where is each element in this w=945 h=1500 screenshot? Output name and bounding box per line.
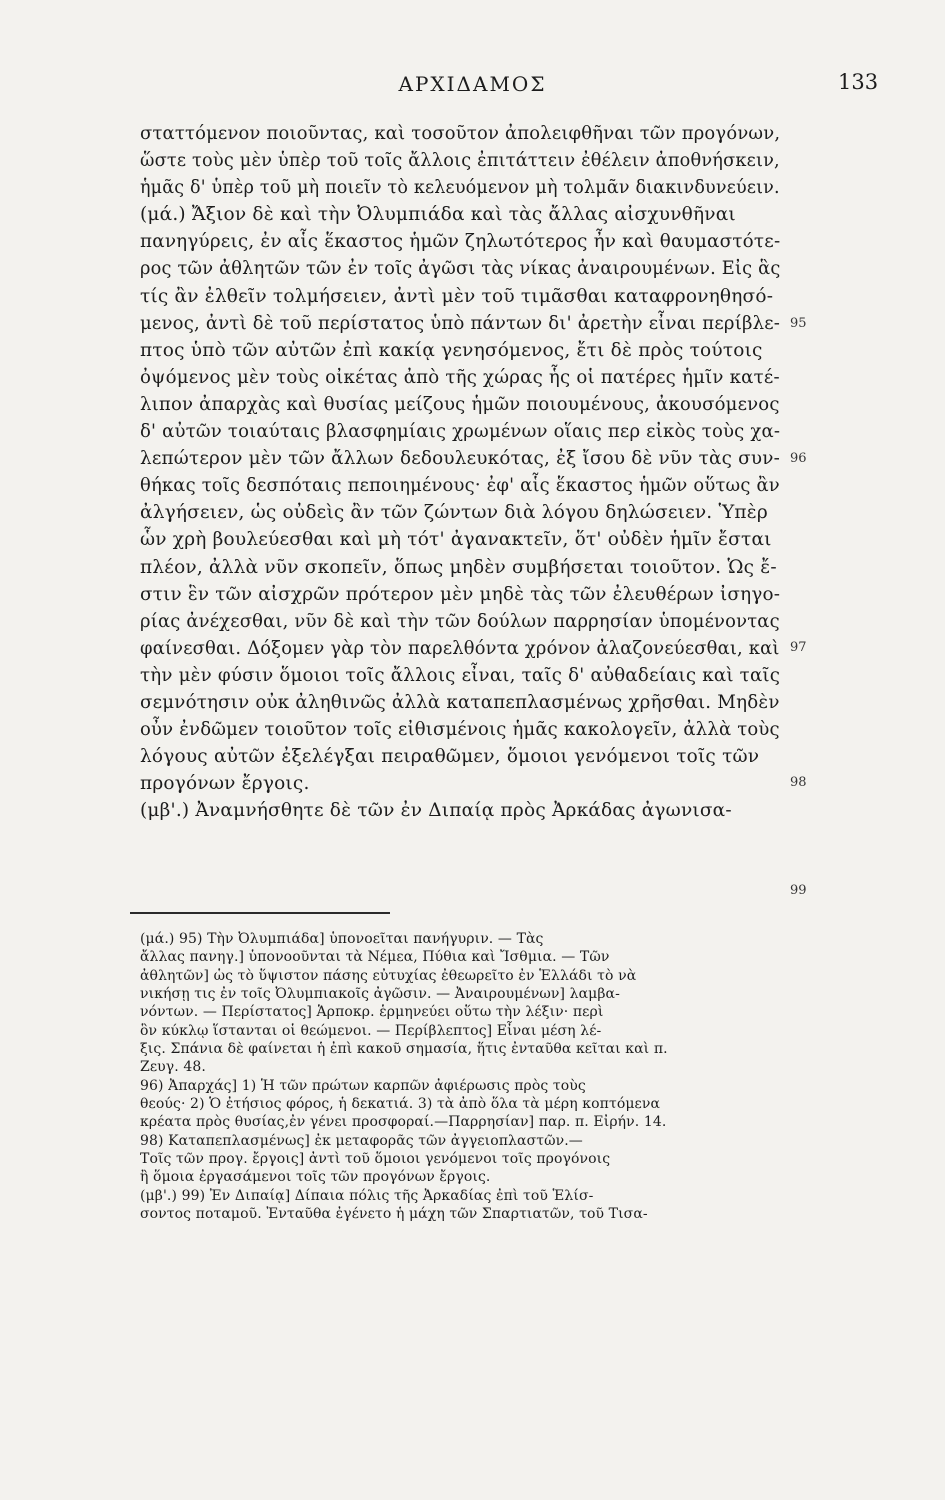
- text-line: ρος τῶν ἀθλητῶν τῶν ἐν τοῖς ἀγῶσι τὰς νίκας ἀναιρουμένων. Εἰς ἃς: [140, 258, 781, 280]
- footnote-line: Ζευγ. 48.: [140, 1059, 206, 1076]
- footnote-separator: [130, 912, 390, 914]
- margin-number: 96: [790, 451, 807, 466]
- footnote-line: 98) Καταπεπλασμένως] ἐκ μεταφορᾶς τῶν ἀγγειοπλαστῶν.—: [140, 1132, 583, 1149]
- text-line: τίς ἂν ἐλθεῖν τολμήσειεν, ἀντὶ μὲν τοῦ τιμᾶσθαι καταφρονηθησό-: [140, 285, 774, 307]
- text-line: οὖν ἐνδῶμεν τοιοῦτον τοῖς εἰθισμένοις ἡμᾶς κακολογεῖν, ἀλλὰ τοὺς: [140, 719, 780, 741]
- footnote-line: ἢ ὅμοια ἐργασάμενοι τοῖς τῶν προγόνων ἔργοις.: [140, 1169, 491, 1186]
- text-line: δ' αὐτῶν τοιαύταις βλασφημίαις χρωμένων οἵαις περ εἰκὸς τοὺς χα-: [140, 421, 781, 443]
- footnote-line: θεούς· 2) Ὁ ἐτήσιος φόρος, ἡ δεκατιά. 3) τὰ ἀπὸ ὅλα τὰ μέρη κοπτόμενα: [140, 1096, 661, 1113]
- margin-number: 98: [790, 775, 807, 790]
- text-line: ὥστε τοὺς μὲν ὑπὲρ τοῦ τοῖς ἄλλοις ἐπιτάττειν ἐθέλειν ἀποθνήσκειν,: [140, 150, 780, 172]
- text-line: τὴν μὲν φύσιν ὅμοιοι τοῖς ἄλλοις εἶναι, ταῖς δ' αὐθαδείαις καὶ ταῖς: [140, 664, 781, 686]
- text-line: ὧν χρὴ βουλεύεσθαι καὶ μὴ τότ' ἀγανακτεῖν, ὅτ' οὐδὲν ἡμῖν ἔσται: [140, 529, 772, 551]
- margin-number: 95: [790, 316, 807, 331]
- footnote-line: ξις. Σπάνια δὲ φαίνεται ἡ ἐπὶ κακοῦ σημασία, ἥτις ἐνταῦθα κεῖται καὶ π.: [140, 1041, 668, 1058]
- text-line: λόγους αὐτῶν ἐξελέγξαι πειραθῶμεν, ὅμοιοι γενόμενοι τοῖς τῶν: [140, 746, 760, 768]
- margin-number: 97: [790, 640, 807, 655]
- margin-number: 99: [790, 883, 807, 898]
- footnote-line: Τοῖς τῶν προγ. ἔργοις] ἀντὶ τοῦ ὅμοιοι γενόμενοι τοῖς προγόνοις: [140, 1151, 611, 1168]
- text-line: ἀλγήσειεν, ὡς οὐδεὶς ἂν τῶν ζώντων διὰ λόγου δηλώσειεν. Ὑπὲρ: [140, 502, 768, 524]
- footnote-line: 96) Ἀπαρχάς] 1) Ἡ τῶν πρώτων καρπῶν ἀφιέρωσις πρὸς τοὺς: [140, 1077, 586, 1094]
- text-line: (μά.) Ἄξιον δὲ καὶ τὴν Ὀλυμπιάδα καὶ τὰς ἄλλας αἰσχυνθῆναι: [140, 204, 736, 226]
- footnotes: [140, 930, 780, 1224]
- page-number: 133: [838, 70, 879, 94]
- text-line: προγόνων ἔργοις.: [140, 773, 310, 795]
- text-line: λεπώτερον μὲν τῶν ἄλλων δεδουλευκότας, ἐξ ἴσου δὲ νῦν τὰς συν-: [140, 448, 780, 470]
- running-title: ΑΡΧΙΔΑΜΟΣ: [398, 72, 547, 96]
- text-line: ὀψόμενος μὲν τοὺς οἰκέτας ἀπὸ τῆς χώρας ἧς οἱ πατέρες ἡμῖν κατέ-: [140, 366, 780, 388]
- footnote-line: νόντων. — Περίστατος] Ἁρποκρ. ἑρμηνεύει οὕτω τὴν λέξιν· περὶ: [140, 1004, 604, 1021]
- text-line: πανηγύρεις, ἐν αἷς ἕκαστος ἡμῶν ζηλωτότερος ἦν καὶ θαυμαστότε-: [140, 231, 781, 253]
- text-line: ρίας ἀνέχεσθαι, νῦν δὲ καὶ τὴν τῶν δούλων παρρησίαν ὑπομένοντας: [140, 610, 780, 632]
- footnote-line: ὃν κύκλῳ ἵστανται οἱ θεώμενοι. — Περίβλεπτος] Εἶναι μέση λέ-: [140, 1022, 602, 1039]
- text-line: φαίνεσθαι. Δόξομεν γὰρ τὸν παρελθόντα χρόνον ἀλαζονεύεσθαι, καὶ: [140, 637, 780, 659]
- text-line: λιπον ἀπαρχὰς καὶ θυσίας μείζους ἡμῶν ποιουμένους, ἀκουσόμενος: [140, 393, 780, 415]
- main-text: [140, 120, 780, 824]
- text-line: στιν ἓν τῶν αἰσχρῶν πρότερον μὲν μηδὲ τὰς τῶν ἐλευθέρων ἰσηγο-: [140, 583, 781, 605]
- text-line: μενος, ἀντὶ δὲ τοῦ περίστατος ὑπὸ πάντων δι' ἀρετὴν εἶναι περίβλε-: [140, 312, 781, 334]
- footnote-line: (μβ'.) 99) Ἐν Διπαίᾳ] Δίπαια πόλις τῆς Ἀρκαδίας ἐπὶ τοῦ Ἑλίσ-: [140, 1187, 594, 1204]
- text-line: πλέον, ἀλλὰ νῦν σκοπεῖν, ὅπως μηδὲν συμβήσεται τοιοῦτον. Ὡς ἔ-: [140, 556, 777, 578]
- footnote-line: ἀθλητῶν] ὡς τὸ ὕψιστον πάσης εὐτυχίας ἐθεωρεῖτο ἐν Ἑλλάδι τὸ νὰ: [140, 967, 637, 984]
- text-line: θήκας τοῖς δεσπόταις πεποιημένους· ἐφ' αἷς ἕκαστος ἡμῶν οὕτως ἂν: [140, 475, 780, 497]
- text-line: σταττόμενον ποιοῦντας, καὶ τοσοῦτον ἀπολειφθῆναι τῶν προγόνων,: [140, 123, 781, 144]
- footnote-line: κρέατα πρὸς θυσίας,ἐν γένει προσφοραί.—Παρρησίαν] παρ. π. Εἰρήν. 14.: [140, 1114, 667, 1131]
- text-line: πτος ὑπὸ τῶν αὐτῶν ἐπὶ κακίᾳ γενησόμενος, ἔτι δὲ πρὸς τούτοις: [140, 339, 763, 361]
- footnote-line: (μά.) 95) Τὴν Ὀλυμπιάδα] ὑπονοεῖται πανήγυριν. — Τὰς: [140, 931, 544, 947]
- footnote-line: νικήσῃ τις ἐν τοῖς Ὀλυμπιακοῖς ἀγῶσιν. — Ἀναιρουμένων] λαμβα-: [140, 986, 620, 1003]
- footnote-line: ἄλλας πανηγ.] ὑπονοοῦνται τὰ Νέμεα, Πύθια καὶ Ἴσθμια. — Τῶν: [140, 949, 610, 966]
- footnote-line: σοντος ποταμοῦ. Ἐνταῦθα ἐγένετο ἡ μάχη τῶν Σπαρτιατῶν, τοῦ Τισα-: [140, 1206, 648, 1223]
- text-line: ἡμᾶς δ' ὑπὲρ τοῦ μὴ ποιεῖν τὸ κελευόμενον μὴ τολμᾶν διακινδυνεύειν.: [140, 177, 780, 199]
- text-line: σεμνότησιν οὐκ ἀληθινῶς ἀλλὰ καταπεπλασμένως χρῆσθαι. Μηδὲν: [140, 691, 780, 713]
- text-line: (μβ'.) Ἀναμνήσθητε δὲ τῶν ἐν Διπαίᾳ πρὸς Ἀρκάδας ἀγωνισα-: [140, 800, 732, 822]
